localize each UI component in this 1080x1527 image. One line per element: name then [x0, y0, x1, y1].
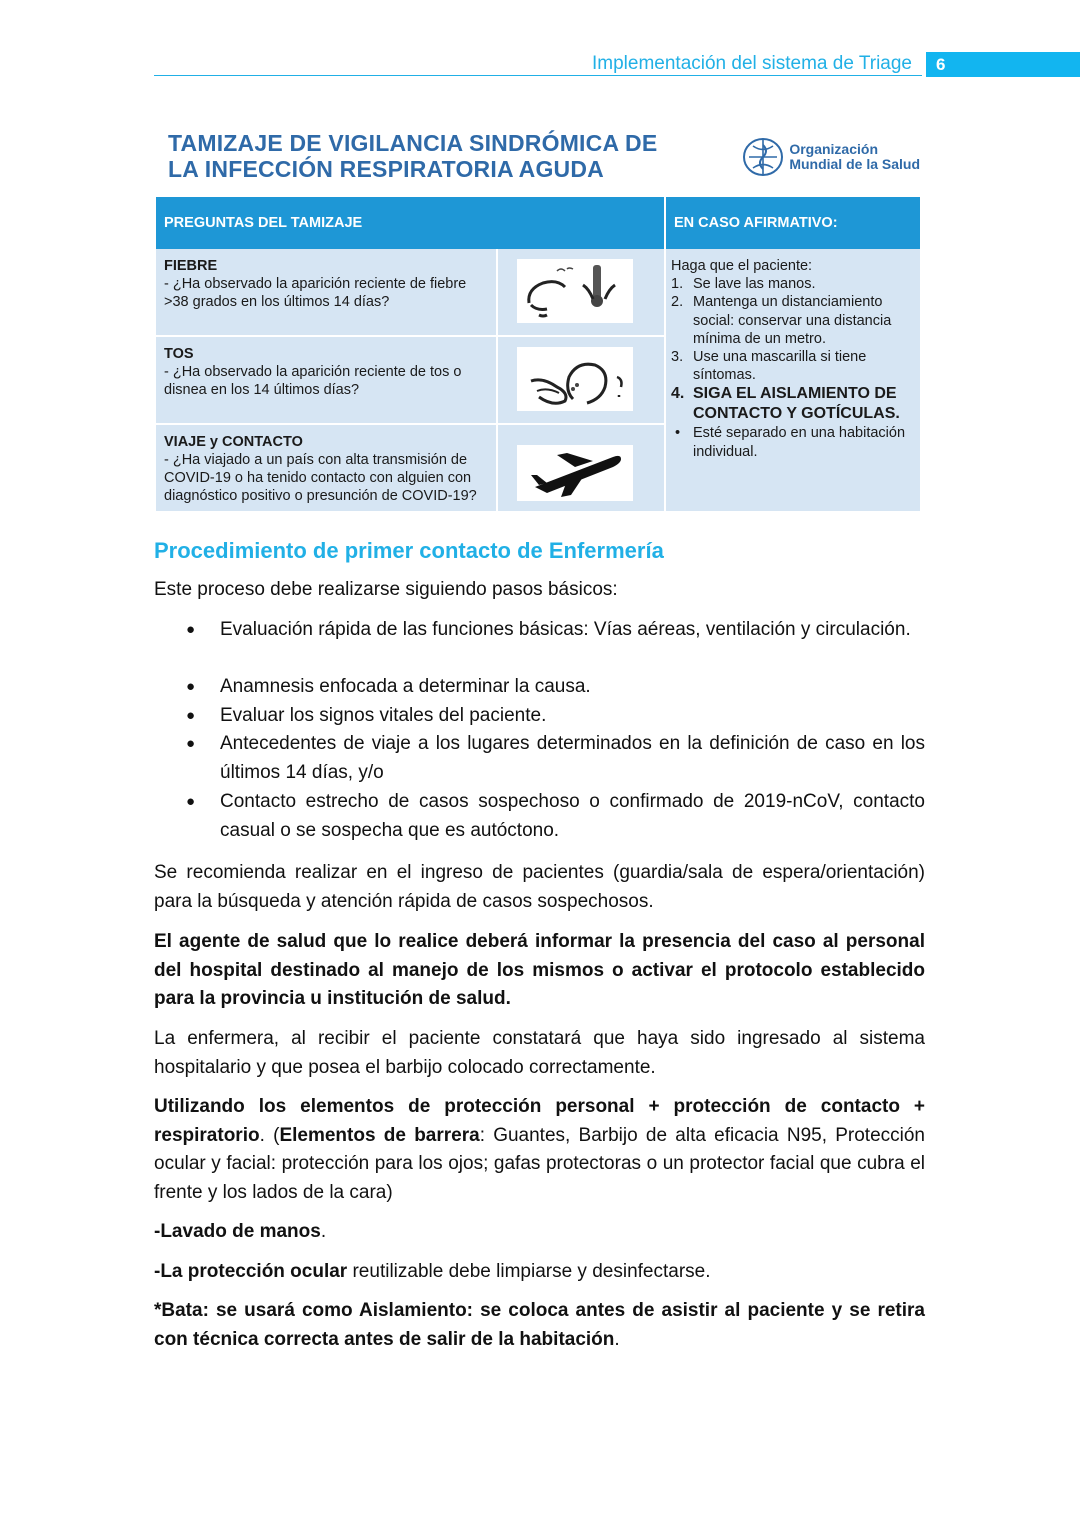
table-row: FIEBRE - ¿Ha observado la aparición reciente de fiebre >38 grados en los últimos 14 días? [156, 249, 664, 335]
list-item: 3. Use una mascarilla si tiene síntomas. [671, 349, 867, 384]
page-number: 6 [926, 52, 1080, 77]
list-item: • Esté separado en una habitación individual. [675, 425, 906, 460]
table-row: VIAJE y CONTACTO - ¿Ha viajado a un país con alta transmisión de COVID-19 o ha tenido contacto con alguien con diagnóstico positivo o presunción de COVID-19? [156, 425, 664, 511]
paragraph: -Lavado de manos. [154, 1221, 327, 1242]
section-heading: Procedimiento de primer contacto de Enfermería [154, 538, 664, 563]
figure-title: TAMIZAJE DE VIGILANCIA SINDRÓMICA DE LA INFECCIÓN RESPIRATORIA AGUDA [168, 130, 658, 182]
paragraph: Utilizando los elementos de protección personal + protección de contacto + respiratorio. (Elementos de barrera: Guantes, Barbijo de alta eficacia N95, Protección ocular y facial: protección para los ojos; gafas protectoras o un protector facial que cubra el frente y los lados de la cara) [154, 1096, 925, 1204]
intro-paragraph: Este proceso debe realizarse siguiendo pasos básicos: [154, 579, 618, 600]
who-emblem-icon [741, 137, 785, 177]
column-header-actions: EN CASO AFIRMATIVO: [666, 197, 920, 249]
running-header-title: Implementación del sistema de Triage [592, 53, 912, 74]
airplane-icon [517, 445, 633, 501]
paragraph: Se recomienda realizar en el ingreso de pacientes (guardia/sala de espera/orientación) para la búsqueda y atención rápida de casos sospechosos. [154, 862, 925, 912]
screening-figure [156, 120, 922, 512]
list-item: ● Anamnesis enfocada a determinar la causa. [186, 676, 591, 697]
header-rule [154, 75, 922, 76]
paragraph: -La protección ocular reutilizable debe limpiarse y desinfectarse. [154, 1261, 711, 1282]
who-logo: Organización Mundial de la Salud [741, 135, 920, 179]
paragraph: La enfermera, al recibir el paciente constatará que haya sido ingresado al sistema hospitalario y que posea el barbijo colocado correctamente. [154, 1028, 925, 1078]
list-item: ● Evaluación rápida de las funciones básicas: Vías aéreas, ventilación y circulación. [186, 619, 911, 640]
thermometer-head-icon [517, 259, 633, 323]
table-row: TOS - ¿Ha observado la aparición reciente de tos o disnea en los 14 últimos días? [156, 337, 664, 423]
actions-cell: Haga que el paciente: 1. Se lave las manos. 2. Mantenga un distanciamiento social: conservar una distancia mínima de un metro. 3. Use una mascarilla si tiene síntomas. 4. SIGA EL AISLAMIENTO DE CONTACTO Y GOTÍCULAS. • Esté separado en una habitación individual. [666, 249, 920, 511]
list-item: ● Contacto estrecho de casos sospechoso o confirmado de 2019-nCoV, contacto casual o se sospecha que es autóctono. [186, 791, 925, 841]
cough-icon [517, 347, 633, 411]
list-item: ● Antecedentes de viaje a los lugares determinados en la definición de caso en los últimos 14 días, y/o [186, 733, 925, 783]
paragraph: *Bata: se usará como Aislamiento: se coloca antes de asistir al paciente y se retira con técnica correcta antes de salir de la habitación. [154, 1300, 925, 1350]
column-header-questions: PREGUNTAS DEL TAMIZAJE [156, 197, 664, 249]
list-item: ● Evaluar los signos vitales del paciente. [186, 705, 547, 726]
list-item: 1. Se lave las manos. [671, 276, 816, 293]
paragraph: El agente de salud que lo realice deberá informar la presencia del caso al personal del hospital destinado al manejo de los mismos o activar el protocolo establecido para la provincia u institución de salud. [154, 931, 925, 1010]
list-item: 2. Mantenga un distanciamiento social: conservar una distancia mínima de un metro. [671, 294, 892, 347]
screening-table [156, 197, 920, 511]
list-item: 4. SIGA EL AISLAMIENTO DE CONTACTO Y GOTÍCULAS. [671, 385, 900, 423]
